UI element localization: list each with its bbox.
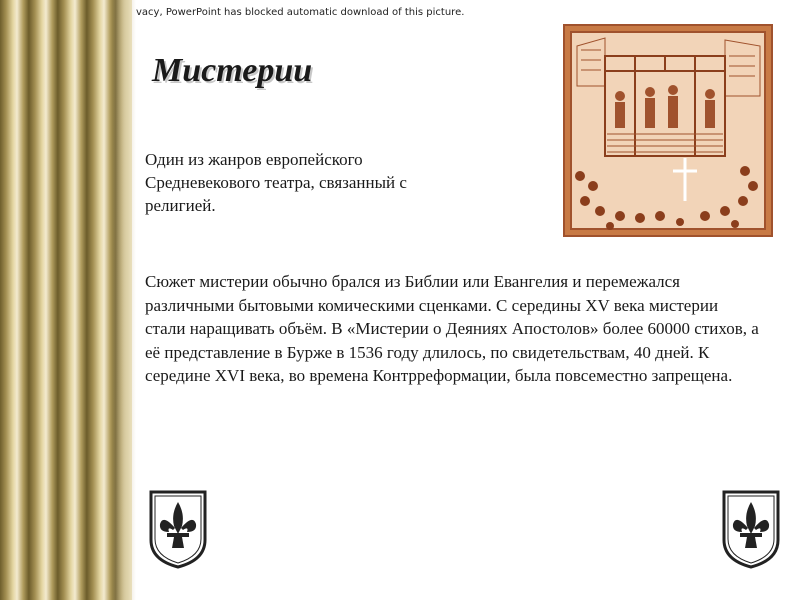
slide-title: Мистерии bbox=[152, 52, 313, 89]
intro-paragraph: Один из жанров европейского Средневекового театра, связанный с религией. bbox=[145, 150, 407, 215]
curtain-edge-shadow bbox=[120, 0, 136, 600]
engraving-illustration bbox=[565, 26, 771, 235]
mystery-play-engraving bbox=[563, 24, 773, 237]
fleur-de-lis-shield-icon bbox=[720, 488, 782, 570]
curtain-decoration bbox=[0, 0, 132, 600]
body-paragraph: Сюжет мистерии обычно брался из Библии или Евангелия и перемежался различными бытовыми комическими сценками. С середины XV века мистерии стали наращивать объём. В «Мистерии о Деяниях Апостолов» более 60000 стихов, а её представление в Бурже в 1536 году длилось, по свидетельствам, 40 дней. К середине XVI века, во времена Контрреформации, была повсеместно запрещена. bbox=[145, 272, 759, 385]
blocked-picture-notice: vacy, PowerPoint has blocked automatic download of this picture. bbox=[136, 7, 465, 18]
fleur-de-lis-shield-icon bbox=[147, 488, 209, 570]
